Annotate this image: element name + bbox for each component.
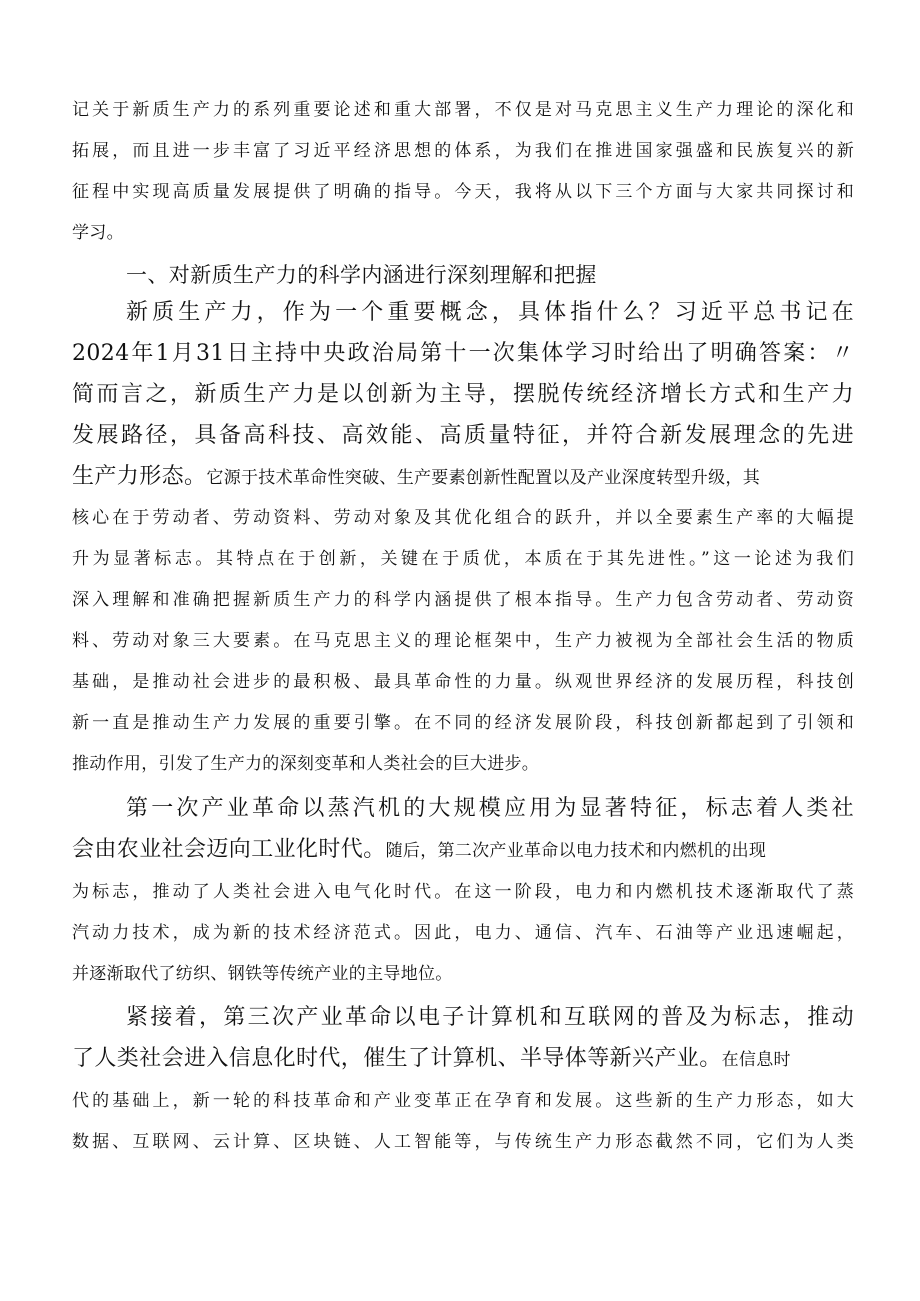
section-heading-1: 一、对新质生产力的科学内涵进行深刻理解和把握 — [126, 263, 597, 287]
para1-line-2: 2024年1月31日主持中央政治局第十一次集体学习时给出了明确答案：〃 — [72, 341, 854, 366]
para3-line-2 — [72, 1042, 854, 1076]
para2-line-1: 第一次产业革命以蒸汽机的大规模应用为显著特征，标志着人类社 — [126, 796, 854, 821]
para1-line-5-large: 生产力形态。 — [72, 464, 207, 489]
para1-small-line-7: 推动作用，引发了生产力的深刻变革和人类社会的巨大进步。 — [72, 754, 540, 774]
intro-line-2: 拓展，而且进一步丰富了习近平经济思想的体系，为我们在推进国家强盛和民族复兴的新 — [72, 141, 854, 161]
para1-small-line-5: 基础，是推动社会进步的最积极、最具革命性的力量。纵观世界经济的发展历程，科技创 — [72, 672, 854, 692]
para1-small-line-2: 升为显著标志。其特点在于创新，关键在于质优，本质在于其先进性。”这一论述为我们 — [72, 549, 854, 569]
para1-small-line-1: 核心在于劳动者、劳动资料、劳动对象及其优化组合的跃升，并以全要素生产率的大幅提 — [72, 508, 854, 528]
para3-line-1: 紧接着，第三次产业革命以电子计算机和互联网的普及为标志，推动 — [126, 1005, 854, 1030]
para3-small-line-1: 代的基础上，新一轮的科技革命和产业变革正在孕育和发展。这些新的生产力形态，如大 — [72, 1091, 854, 1111]
para3-small-line-2: 数据、互联网、云计算、区块链、人工智能等，与传统生产力形态截然不同，它们为人类 — [72, 1132, 854, 1152]
para1-line-5 — [72, 460, 854, 494]
para1-line-1: 新质生产力，作为一个重要概念，具体指什么？习近平总书记在 — [126, 300, 854, 325]
para2-small-line-3: 并逐渐取代了纺织、钢铁等传统产业的主导地位。 — [72, 964, 453, 984]
para1-small-line-3: 深入理解和准确把握新质生产力的科学内涵提供了根本指导。生产力包含劳动者、劳动资 — [72, 590, 854, 610]
para1-line-3: 简而言之，新质生产力是以创新为主导，摆脱传统经济增长方式和生产力 — [72, 382, 854, 407]
intro-line-4: 学习。 — [72, 223, 124, 243]
para3-line-2-small: 在信息时 — [721, 1050, 791, 1070]
para2-line-2 — [72, 833, 854, 867]
para2-small-line-2: 汽动力技术，成为新的技术经济范式。因此，电力、通信、汽车、石油等产业迅速崛起， — [72, 923, 854, 943]
para1-line-5-small: 它源于技术革命性突破、生产要素创新性配置以及产业深度转型升级，其 — [206, 468, 761, 488]
para2-line-2-large: 会由农业社会迈向工业化时代。 — [72, 837, 386, 862]
intro-line-1: 记关于新质生产力的系列重要论述和重大部署，不仅是对马克思主义生产力理论的深化和 — [72, 100, 854, 120]
para1-line-4: 发展路径，具备高科技、高效能、高质量特征，并符合新发展理念的先进 — [72, 423, 854, 448]
para1-small-line-6: 新一直是推动生产力发展的重要引擎。在不同的经济发展阶段，科技创新都起到了引领和 — [72, 713, 854, 733]
para1-small-line-4: 料、劳动对象三大要素。在马克思主义的理论框架中，生产力被视为全部社会生活的物质 — [72, 631, 854, 651]
para2-small-line-1: 为标志，推动了人类社会进入电气化时代。在这一阶段，电力和内燃机技术逐渐取代了蒸 — [72, 882, 854, 902]
para3-line-2-large: 了人类社会进入信息化时代，催生了计算机、半导体等新兴产业。 — [72, 1046, 722, 1071]
intro-line-3: 征程中实现高质量发展提供了明确的指导。今天，我将从以下三个方面与大家共同探讨和 — [72, 182, 854, 202]
para2-line-2-small: 随后，第二次产业革命以电力技术和内燃机的出现 — [385, 841, 767, 861]
